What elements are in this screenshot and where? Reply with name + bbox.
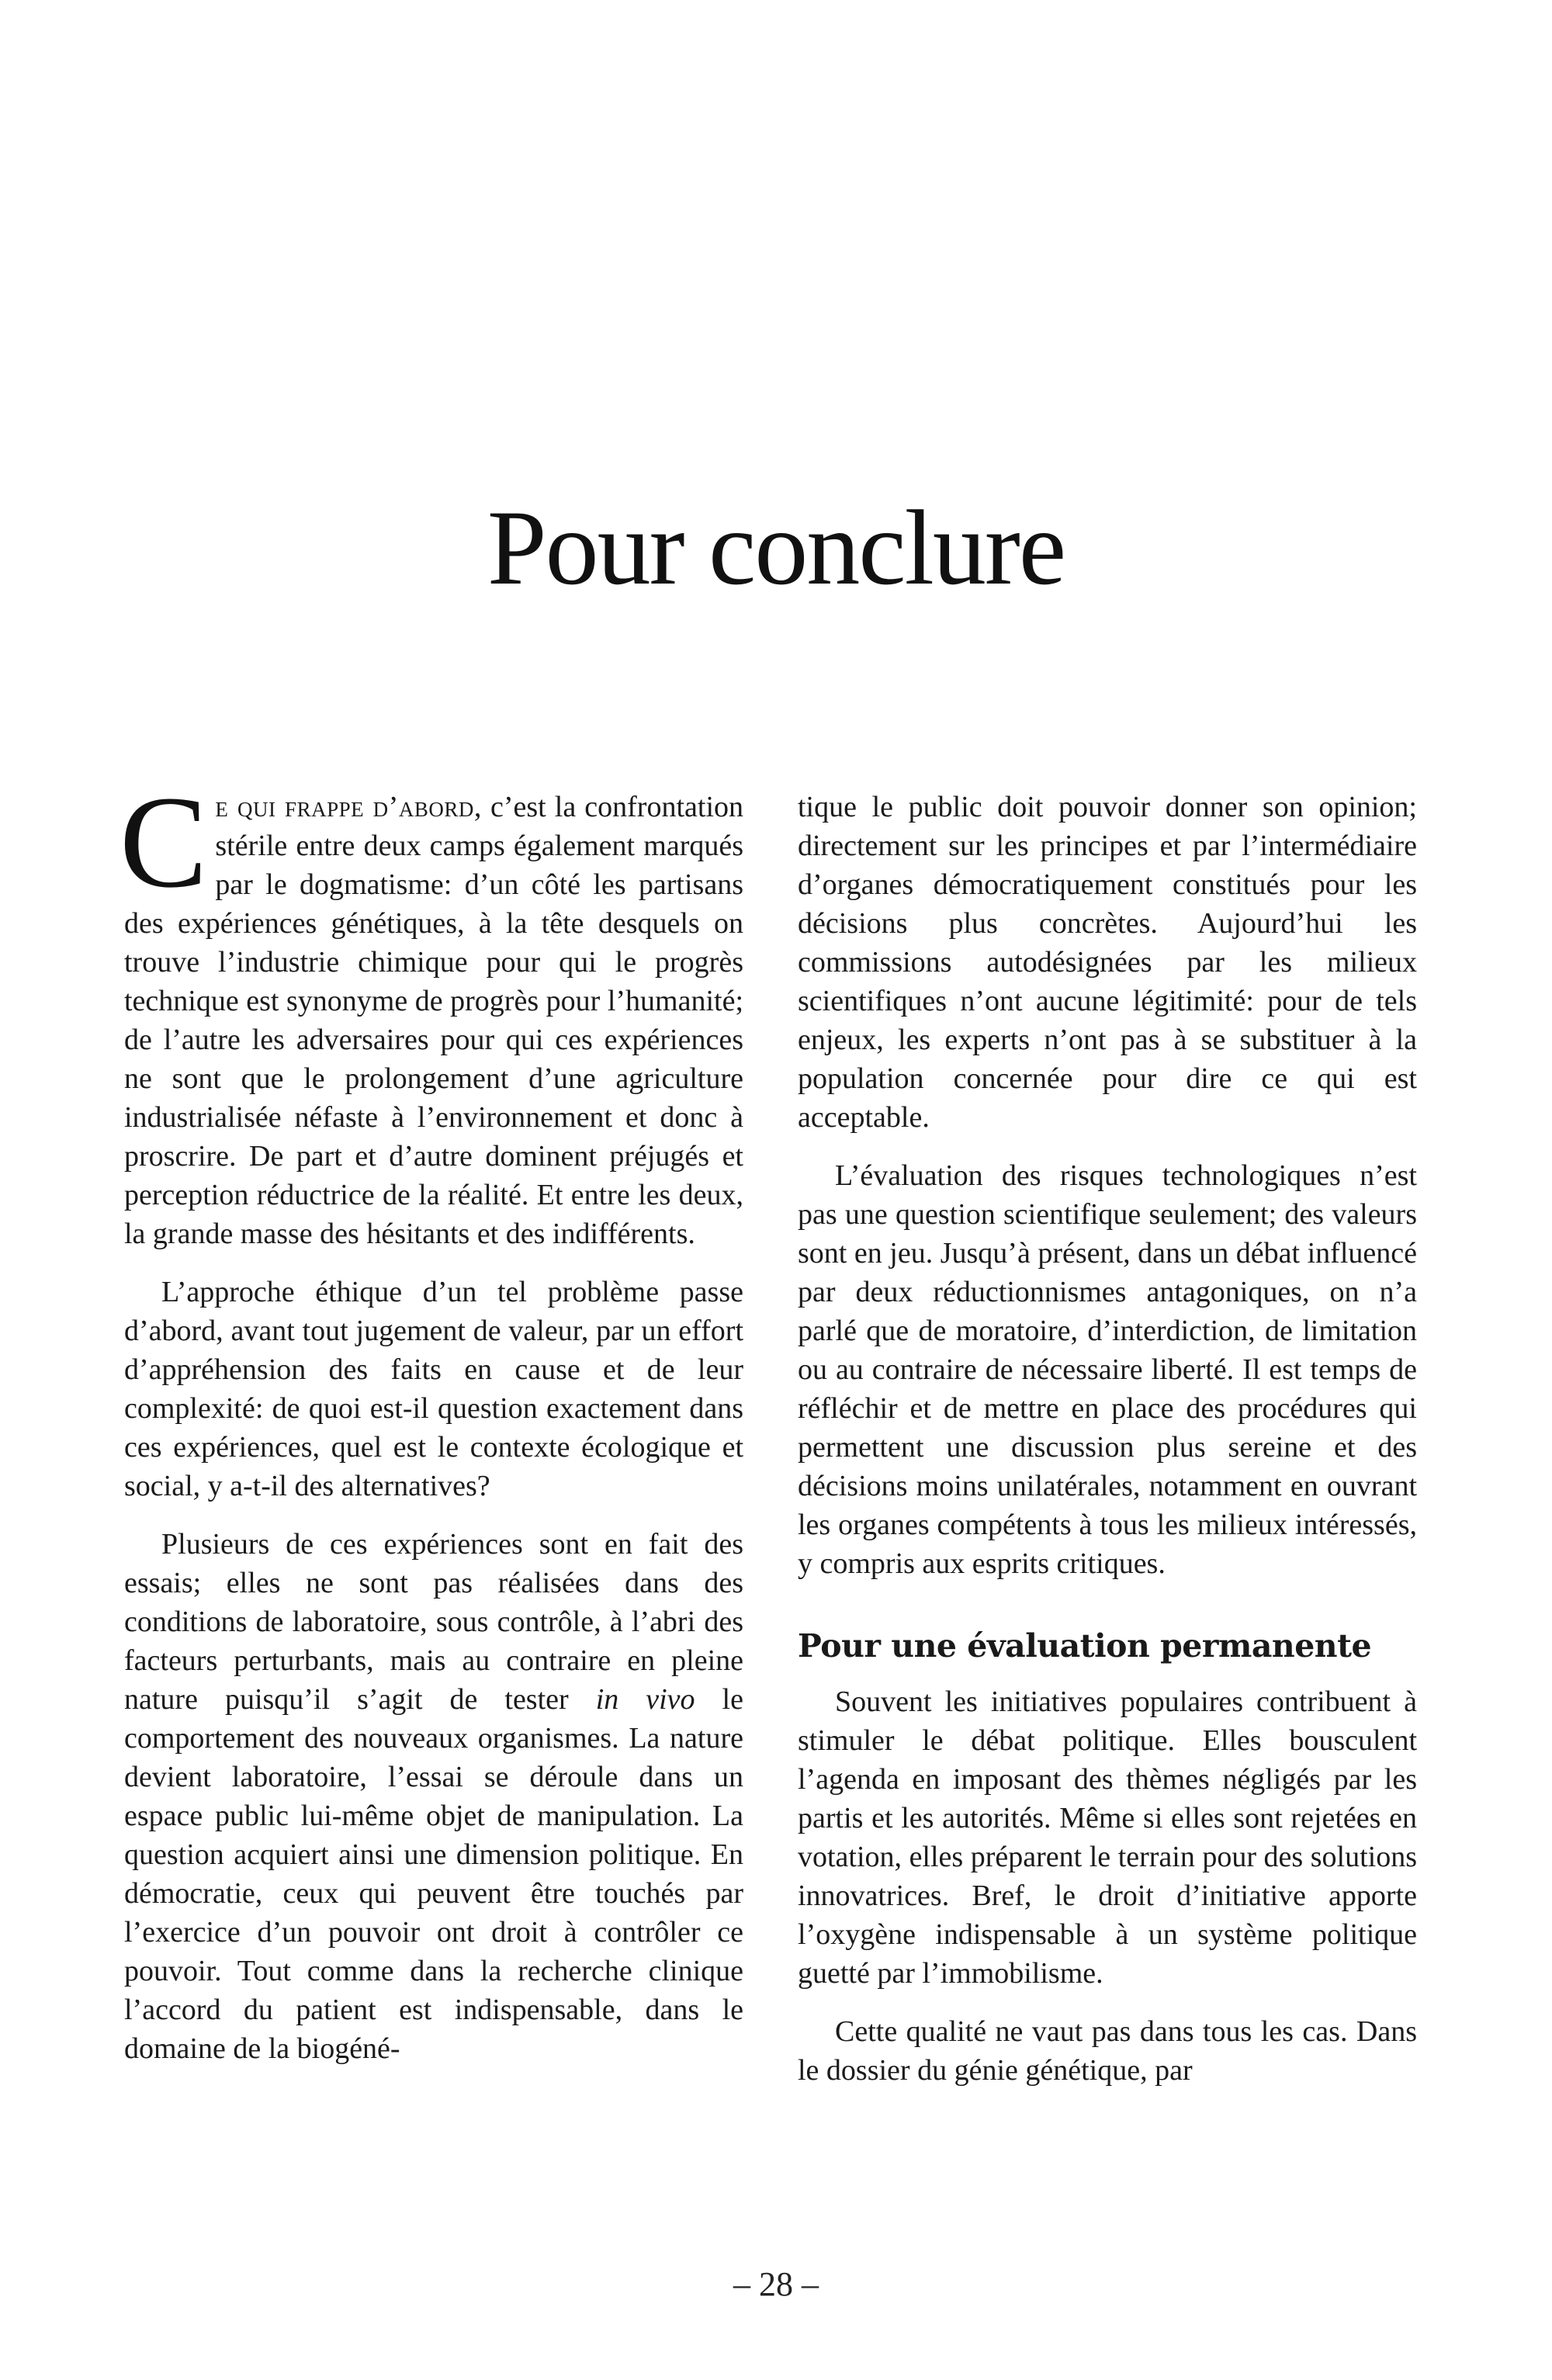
body-paragraph: L’évaluation des risques technologiques n’est pas une question scientifique seulement; des valeurs sont en jeu. Jusqu’à présent, dans un débat influencé par deux réductionnismes antagoniques, on n’a parlé que de moratoire, d’interdiction, de limitation ou au contraire de nécessaire liberté. Il est temps de réfléchir et de mettre en place des procédures qui permettent une discussion plus sereine et des décisions moins unilatérales, notamment en ouvrant les organes compétents à tous les milieux intéressés, y compris aux esprits critiques. [798, 1159, 1417, 1580]
paragraph-text: Plusieurs de ces expériences sont en fait des essais; elles ne sont pas réalisées dans des conditions de laboratoire, sous contrôle, à l’abri des facteurs perturbants, mais au contraire en pleine nature puisqu’il s’agit de tester [124, 1528, 743, 1716]
body-paragraph [124, 1525, 743, 2068]
left-column [120, 769, 743, 2087]
drop-cap: C [120, 769, 208, 915]
body-paragraph: Cette qualité ne vaut pas dans tous les cas. Dans le dossier du génie génétique, par [798, 2015, 1417, 2087]
italic-term: in vivo [595, 1683, 695, 1716]
page-number: – 28 – [733, 2265, 819, 2303]
section-heading: Pour une évaluation permanente [798, 1627, 1372, 1665]
continued-paragraph: tique le public doit pouvoir donner son opinion; directement sur les principes et par l’intermédiaire d’organes démocratiquement constitués pour les décisions plus concrètes. Aujourd’hui les commissions autodésignées par les milieux scientifiques n’ont aucune légitimité: pour de tels enjeux, les experts n’ont pas à se substituer à la population concernée pour dire ce qui est acceptable. [798, 791, 1417, 1134]
opening-paragraph [120, 769, 743, 1253]
body-paragraph: L’approche éthique d’un tel problème passe d’abord, avant tout jugement de valeur, par un effort d’appréhension des faits en cause et de leur complexité: de quoi est-il question exactement dans ces expériences, quel est le contexte écologique et social, y a-t-il des alternatives? [124, 1276, 743, 1502]
chapter-title: Pour conclure [487, 488, 1065, 608]
paragraph-text: le comportement des nouveaux organismes. La nature devient laboratoire, l’essai se déroule dans un espace public lui-même objet de manipulation. La question acquiert ainsi une dimension politique. En démocratie, ceux qui peuvent être touchés par l’exercice d’un pouvoir ont droit à contrôler ce pouvoir. Tout comme dans la recherche clinique l’accord du patient est indispensable, dans le domaine de la biogéné- [124, 1683, 743, 2065]
lead-small-caps: e qui frappe d’abord, [215, 791, 482, 823]
body-paragraph: Souvent les initiatives populaires contribuent à stimuler le débat politique. Elles bousculent l’agenda en imposant des thèmes négligés par les partis et les autorités. Même si elles sont rejetées en votation, elles préparent le terrain pour des solutions innovatrices. Bref, le droit d’initiative apporte l’oxygène indispensable à un système politique guetté par l’immobilisme. [798, 1685, 1417, 1990]
opening-paragraph-text: c’est la confrontation stérile entre deux camps également marqués par le dogmatisme: d’un côté les partisans des expériences génétiques, à la tête desquels on trouve l’industrie chimique pour qui le progrès technique est synonyme de progrès pour l’humanité; de l’autre les adversaires pour qui ces expériences ne sont que le prolongement d’une agriculture industrialisée néfaste à l’environnement et donc à proscrire. De part et d’autre dominent préjugés et perception réductrice de la réalité. Et entre les deux, la grande masse des hésitants et des indifférents. [124, 791, 743, 1250]
right-column [798, 788, 1417, 2109]
